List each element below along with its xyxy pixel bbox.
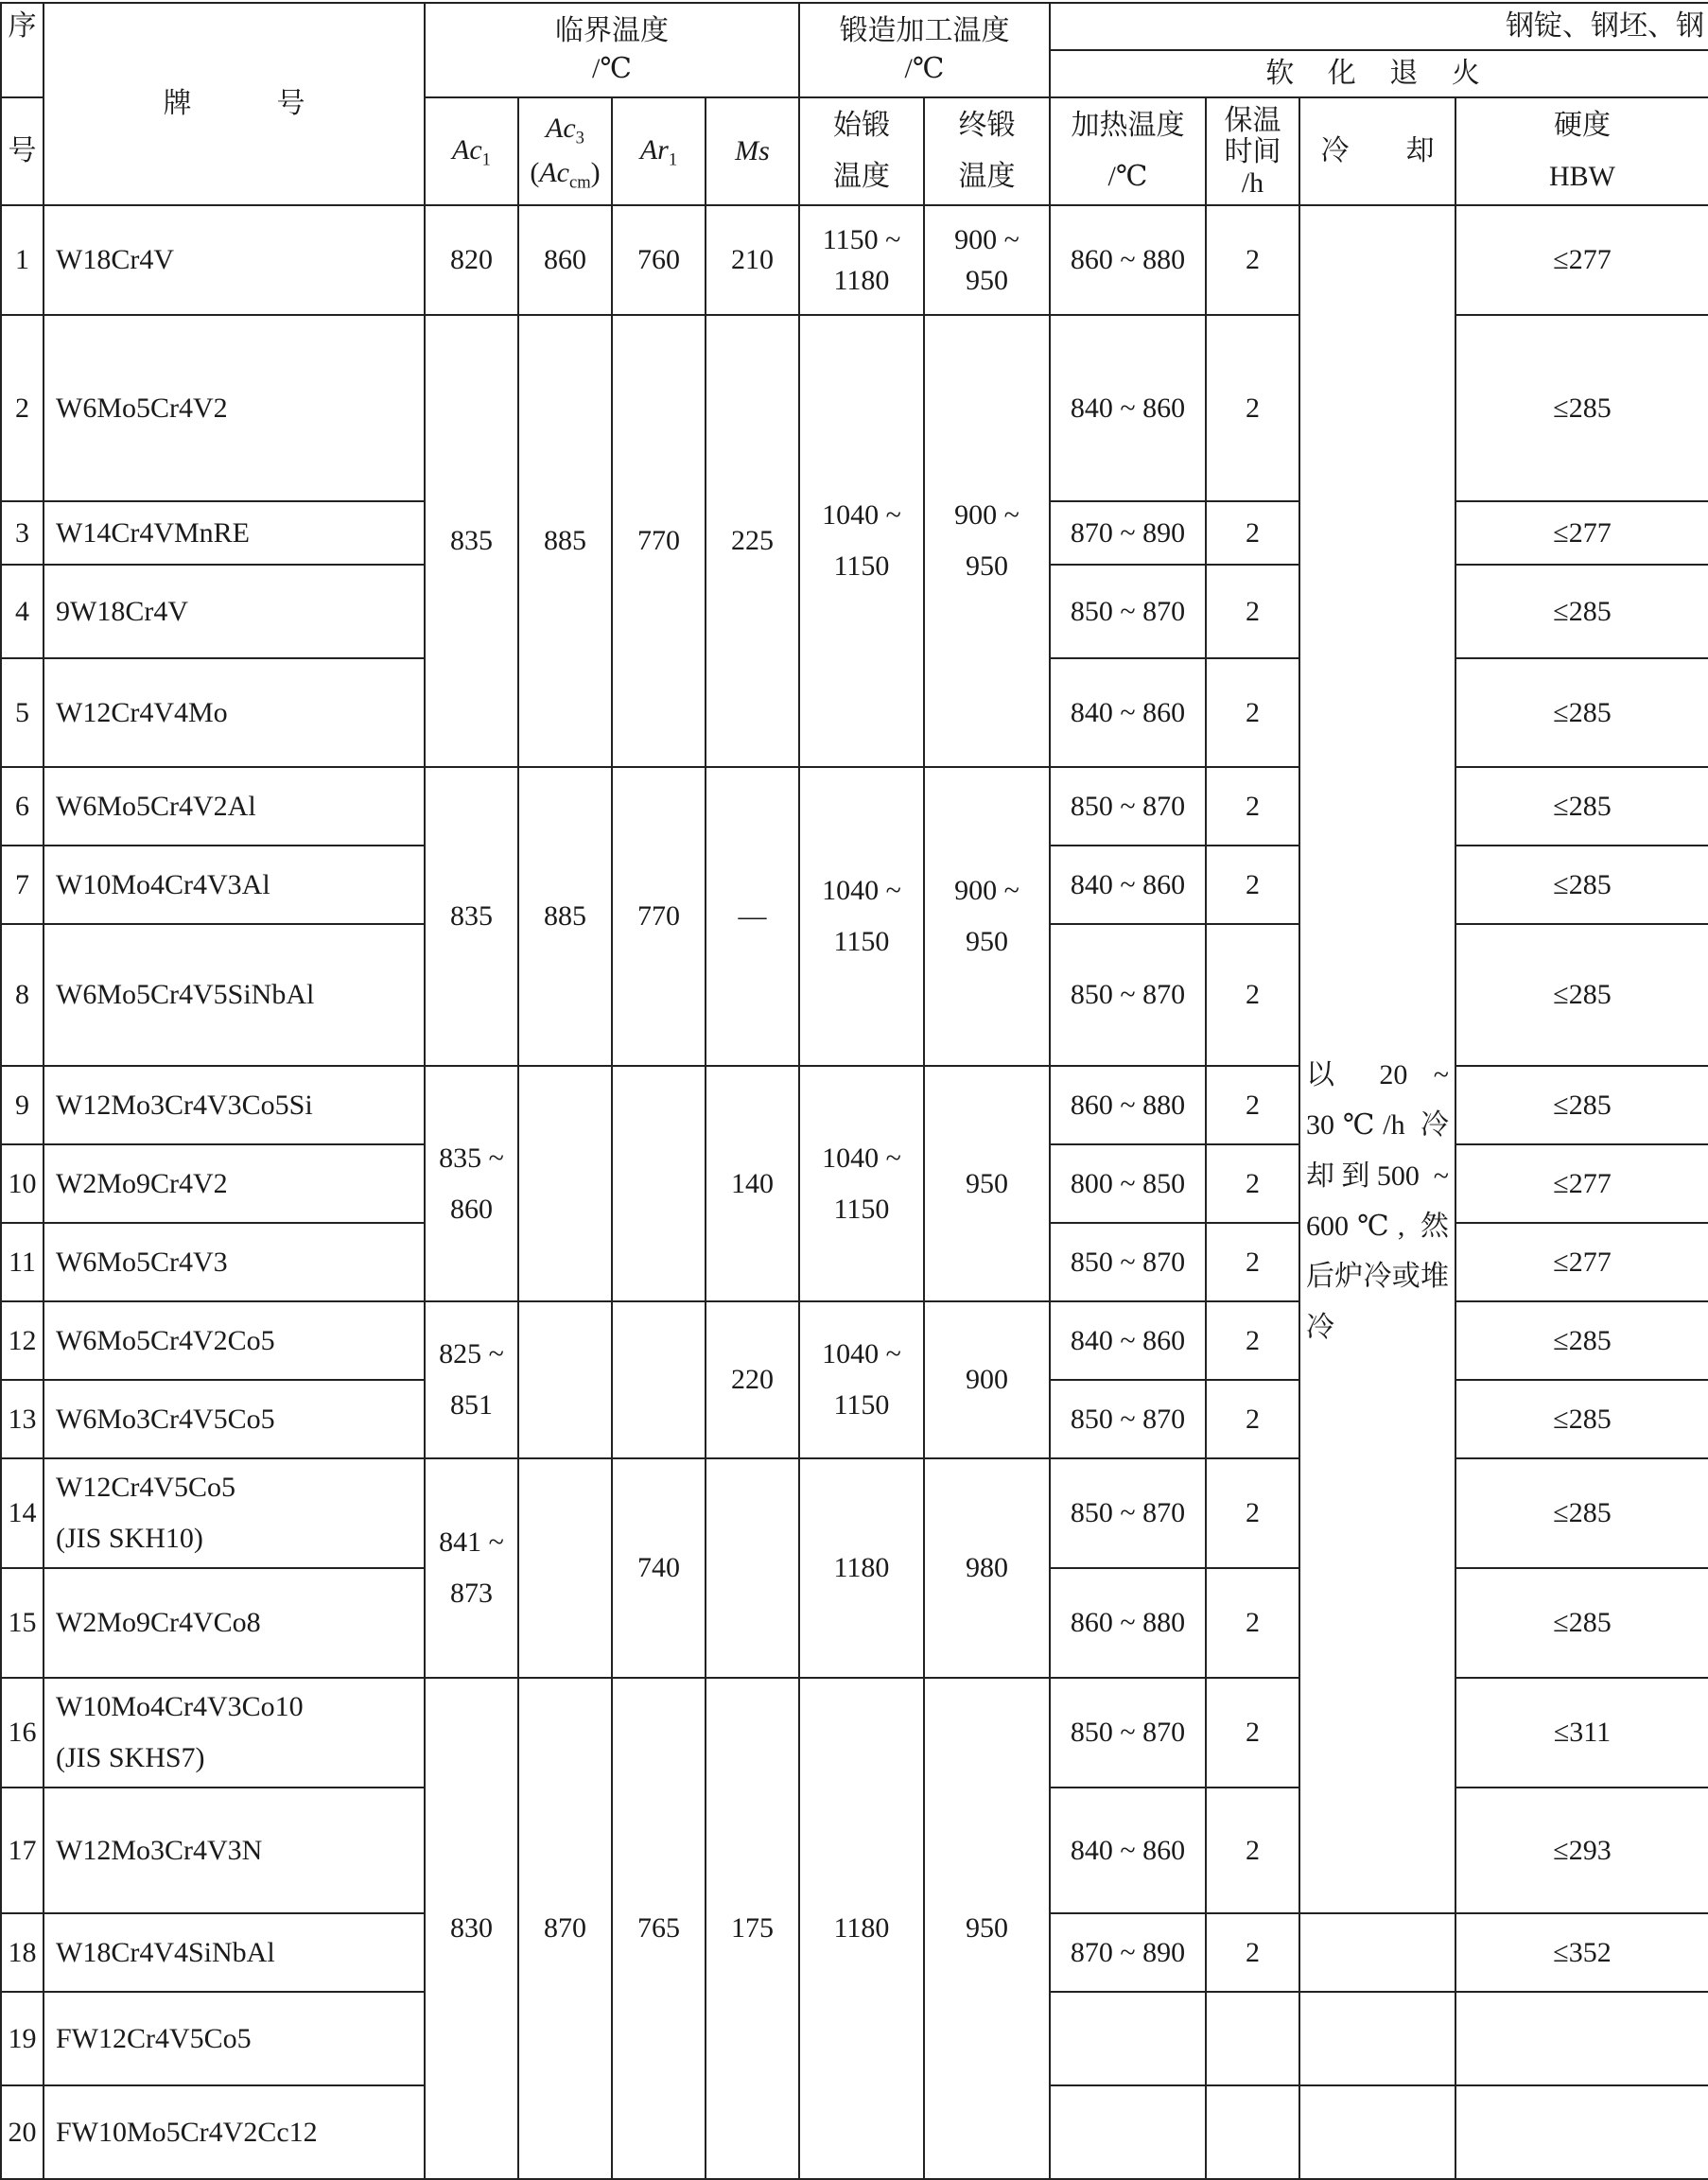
- ac1-cell: 841 ~ 873: [425, 1458, 518, 1678]
- header-start-forge: 始锻 温度: [799, 97, 924, 205]
- hardness-cell: ≤277: [1455, 1144, 1708, 1223]
- hold-time-cell: [1206, 1992, 1299, 2085]
- heat-temp-cell: 840 ~ 860: [1050, 658, 1206, 767]
- hardness-cell: ≤285: [1455, 924, 1708, 1066]
- hardness-cell: ≤285: [1455, 565, 1708, 658]
- grade-cell: W18Cr4V: [44, 205, 425, 315]
- header-forging-temp: 锻造加工温度 /℃: [799, 3, 1050, 97]
- heat-temp-cell: 850 ~ 870: [1050, 1678, 1206, 1788]
- end-forge-cell: 950: [924, 1066, 1050, 1301]
- row-number: 3: [1, 501, 44, 565]
- hold-time-cell: 2: [1206, 846, 1299, 924]
- end-forge-cell: 900: [924, 1301, 1050, 1458]
- ac3-cell: [518, 1301, 612, 1458]
- hold-time-cell: 2: [1206, 1144, 1299, 1223]
- header-grade: 牌 号: [44, 3, 425, 205]
- header-top-right: 钢锭、钢坯、钢: [1050, 3, 1708, 50]
- heat-temp-cell: 840 ~ 860: [1050, 846, 1206, 924]
- header-annealing: 软 化 退 火: [1050, 50, 1708, 97]
- hardness-cell: ≤277: [1455, 205, 1708, 315]
- header-seq-bottom: 号: [1, 97, 44, 205]
- start-forge-cell: 1180: [799, 1458, 924, 1678]
- heat-temp-cell: 840 ~ 860: [1050, 315, 1206, 501]
- heat-temp-cell: 800 ~ 850: [1050, 1144, 1206, 1223]
- hold-time-cell: [1206, 2085, 1299, 2179]
- heat-temp-cell: 870 ~ 890: [1050, 1913, 1206, 1992]
- row-number: 7: [1, 846, 44, 924]
- heat-temp-cell: 860 ~ 880: [1050, 1066, 1206, 1144]
- row-number: 2: [1, 315, 44, 501]
- ac3-cell: [518, 1458, 612, 1678]
- row-number: 17: [1, 1788, 44, 1913]
- end-forge-cell: 900 ~ 950: [924, 205, 1050, 315]
- heat-temp-cell: 860 ~ 880: [1050, 1568, 1206, 1678]
- hold-time-cell: 2: [1206, 767, 1299, 846]
- hardness-cell: ≤277: [1455, 501, 1708, 565]
- ac3-cell: 870: [518, 1678, 612, 2179]
- ar1-cell: 770: [612, 315, 706, 767]
- hardness-cell: ≤311: [1455, 1678, 1708, 1788]
- end-forge-cell: 900 ~ 950: [924, 315, 1050, 767]
- grade-cell: W2Mo9Cr4VCo8: [44, 1568, 425, 1678]
- end-forge-cell: 950: [924, 1678, 1050, 2179]
- end-forge-cell: 900 ~ 950: [924, 767, 1050, 1066]
- ac1-cell: 820: [425, 205, 518, 315]
- header-hold-time: 保温 时间 /h: [1206, 97, 1299, 205]
- heat-temp-cell: 850 ~ 870: [1050, 767, 1206, 846]
- hardness-cell: ≤293: [1455, 1788, 1708, 1913]
- ms-cell: 210: [706, 205, 799, 315]
- grade-cell: 9W18Cr4V: [44, 565, 425, 658]
- cooling-cell-empty: [1299, 1913, 1455, 1992]
- header-seq-top: 序: [1, 3, 44, 97]
- ar1-cell: [612, 1066, 706, 1301]
- row-number: 4: [1, 565, 44, 658]
- header-hardness: 硬度 HBW: [1455, 97, 1708, 205]
- cooling-cell: 以 20 ~ 30℃/h 冷却到500 ~ 600℃, 然后炉冷或堆冷: [1299, 205, 1455, 1913]
- grade-cell: W6Mo5Cr4V2Al: [44, 767, 425, 846]
- row-number: 13: [1, 1380, 44, 1458]
- heat-temp-cell: 850 ~ 870: [1050, 1458, 1206, 1568]
- cooling-cell-empty: [1299, 1992, 1455, 2085]
- row-number: 20: [1, 2085, 44, 2179]
- ms-cell: —: [706, 767, 799, 1066]
- grade-cell: FW12Cr4V5Co5: [44, 1992, 425, 2085]
- ac3-cell: [518, 1066, 612, 1301]
- header-critical-temp: 临界温度 /℃: [425, 3, 799, 97]
- hold-time-cell: 2: [1206, 1380, 1299, 1458]
- ms-cell: 225: [706, 315, 799, 767]
- hold-time-cell: 2: [1206, 1066, 1299, 1144]
- heat-temp-cell: [1050, 1992, 1206, 2085]
- hold-time-cell: 2: [1206, 1568, 1299, 1678]
- hold-time-cell: 2: [1206, 205, 1299, 315]
- ms-cell: [706, 1458, 799, 1678]
- grade-cell: W12Cr4V4Mo: [44, 658, 425, 767]
- ac1-cell: 835: [425, 767, 518, 1066]
- hardness-cell: ≤285: [1455, 1380, 1708, 1458]
- heat-temp-cell: 850 ~ 870: [1050, 565, 1206, 658]
- header-end-forge: 终锻 温度: [924, 97, 1050, 205]
- ac1-cell: 835 ~ 860: [425, 1066, 518, 1301]
- grade-cell: W6Mo5Cr4V3: [44, 1223, 425, 1301]
- hardness-cell: ≤352: [1455, 1913, 1708, 1992]
- grade-cell: W2Mo9Cr4V2: [44, 1144, 425, 1223]
- hold-time-cell: 2: [1206, 565, 1299, 658]
- grade-cell: W10Mo4Cr4V3Co10 (JIS SKHS7): [44, 1678, 425, 1788]
- row-number: 9: [1, 1066, 44, 1144]
- grade-cell: W14Cr4VMnRE: [44, 501, 425, 565]
- row-number: 1: [1, 205, 44, 315]
- hold-time-cell: 2: [1206, 1223, 1299, 1301]
- row-number: 8: [1, 924, 44, 1066]
- grade-cell: FW10Mo5Cr4V2Cc12: [44, 2085, 425, 2179]
- hold-time-cell: 2: [1206, 501, 1299, 565]
- header-heat-temp: 加热温度 /℃: [1050, 97, 1206, 205]
- hardness-cell: ≤285: [1455, 1066, 1708, 1144]
- start-forge-cell: 1040 ~ 1150: [799, 1066, 924, 1301]
- heat-temp-cell: 840 ~ 860: [1050, 1301, 1206, 1380]
- ar1-cell: 760: [612, 205, 706, 315]
- grade-cell: W6Mo5Cr4V2Co5: [44, 1301, 425, 1380]
- hardness-cell: [1455, 2085, 1708, 2179]
- start-forge-cell: 1180: [799, 1678, 924, 2179]
- hold-time-cell: 2: [1206, 1301, 1299, 1380]
- ar1-cell: 765: [612, 1678, 706, 2179]
- heat-temp-cell: 850 ~ 870: [1050, 1380, 1206, 1458]
- row-number: 5: [1, 658, 44, 767]
- grade-cell: W12Cr4V5Co5 (JIS SKH10): [44, 1458, 425, 1568]
- hold-time-cell: 2: [1206, 1788, 1299, 1913]
- ac3-cell: 885: [518, 767, 612, 1066]
- grade-cell: W12Mo3Cr4V3Co5Si: [44, 1066, 425, 1144]
- grade-cell: W6Mo5Cr4V2: [44, 315, 425, 501]
- grade-cell: W10Mo4Cr4V3Al: [44, 846, 425, 924]
- ms-cell: 220: [706, 1301, 799, 1458]
- hold-time-cell: 2: [1206, 1913, 1299, 1992]
- row-number: 16: [1, 1678, 44, 1788]
- ms-cell: 140: [706, 1066, 799, 1301]
- hardness-cell: ≤277: [1455, 1223, 1708, 1301]
- grade-cell: W6Mo3Cr4V5Co5: [44, 1380, 425, 1458]
- ms-cell: 175: [706, 1678, 799, 2179]
- row-number: 12: [1, 1301, 44, 1380]
- start-forge-cell: 1040 ~ 1150: [799, 767, 924, 1066]
- heat-temp-cell: [1050, 2085, 1206, 2179]
- hardness-cell: ≤285: [1455, 1458, 1708, 1568]
- hardness-cell: ≤285: [1455, 1301, 1708, 1380]
- start-forge-cell: 1040 ~ 1150: [799, 1301, 924, 1458]
- heat-temp-cell: 840 ~ 860: [1050, 1788, 1206, 1913]
- ac1-cell: 830: [425, 1678, 518, 2179]
- row-number: 11: [1, 1223, 44, 1301]
- heat-temp-cell: 850 ~ 870: [1050, 1223, 1206, 1301]
- heat-temp-cell: 870 ~ 890: [1050, 501, 1206, 565]
- row-number: 10: [1, 1144, 44, 1223]
- ar1-cell: 740: [612, 1458, 706, 1678]
- cooling-cell-empty: [1299, 2085, 1455, 2179]
- start-forge-cell: 1040 ~ 1150: [799, 315, 924, 767]
- hold-time-cell: 2: [1206, 658, 1299, 767]
- hold-time-cell: 2: [1206, 1678, 1299, 1788]
- start-forge-cell: 1150 ~ 1180: [799, 205, 924, 315]
- ac1-cell: 825 ~ 851: [425, 1301, 518, 1458]
- hold-time-cell: 2: [1206, 924, 1299, 1066]
- heat-temp-cell: 860 ~ 880: [1050, 205, 1206, 315]
- row-number: 14: [1, 1458, 44, 1568]
- ac3-cell: 885: [518, 315, 612, 767]
- grade-cell: W12Mo3Cr4V3N: [44, 1788, 425, 1913]
- heat-temp-cell: 850 ~ 870: [1050, 924, 1206, 1066]
- row-number: 15: [1, 1568, 44, 1678]
- row-number: 18: [1, 1913, 44, 1992]
- header-cooling: 冷 却: [1299, 97, 1455, 205]
- header-ms: Ms: [706, 97, 799, 205]
- grade-cell: W6Mo5Cr4V5SiNbAl: [44, 924, 425, 1066]
- hardness-cell: ≤285: [1455, 1568, 1708, 1678]
- hardness-cell: ≤285: [1455, 846, 1708, 924]
- hold-time-cell: 2: [1206, 315, 1299, 501]
- ar1-cell: [612, 1301, 706, 1458]
- steel-heat-treatment-table: [0, 2, 1708, 2180]
- hold-time-cell: 2: [1206, 1458, 1299, 1568]
- ar1-cell: 770: [612, 767, 706, 1066]
- header-ac3: $Ac_3$ $(Ac_{cm})$: [518, 97, 612, 205]
- header-ac1: $Ac_1$: [425, 97, 518, 205]
- row-number: 6: [1, 767, 44, 846]
- end-forge-cell: 980: [924, 1458, 1050, 1678]
- ac1-cell: 835: [425, 315, 518, 767]
- header-ar1: $Ar_1$: [612, 97, 706, 205]
- hardness-cell: ≤285: [1455, 658, 1708, 767]
- table-row: [1, 205, 1708, 315]
- ac3-cell: 860: [518, 205, 612, 315]
- hardness-cell: ≤285: [1455, 767, 1708, 846]
- row-number: 19: [1, 1992, 44, 2085]
- hardness-cell: [1455, 1992, 1708, 2085]
- hardness-cell: ≤285: [1455, 315, 1708, 501]
- grade-cell: W18Cr4V4SiNbAl: [44, 1913, 425, 1992]
